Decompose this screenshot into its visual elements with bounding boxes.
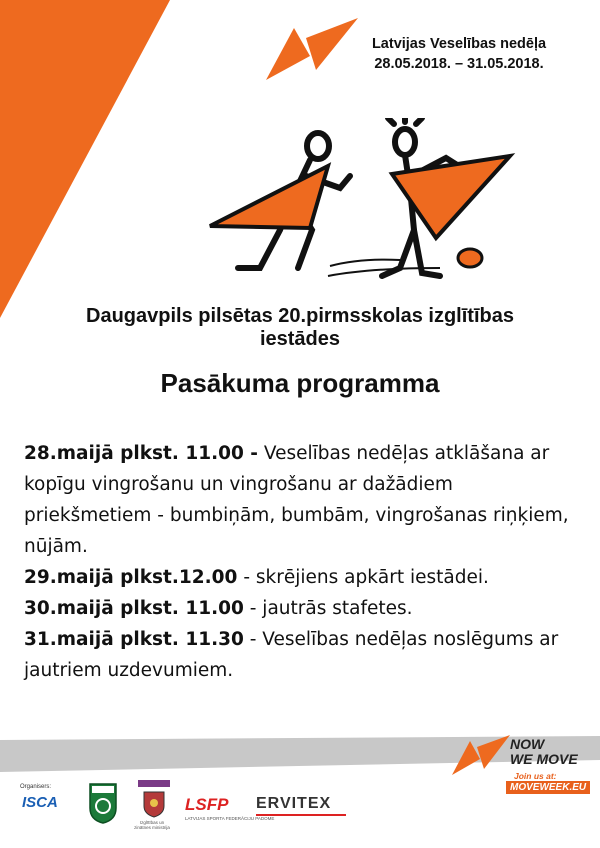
schedule-item bbox=[24, 593, 569, 624]
organisers-label: Organisers: bbox=[20, 784, 52, 790]
schedule-date: 31.maijā plkst. 11.30 bbox=[24, 629, 244, 650]
schedule-text: - jautrās stafetes. bbox=[243, 598, 413, 619]
organization-name bbox=[20, 305, 580, 351]
event-title bbox=[354, 34, 564, 74]
ervitex-underline-decoration bbox=[256, 814, 346, 816]
ministry-crest-logo-icon bbox=[136, 780, 172, 820]
schedule-list bbox=[24, 438, 569, 686]
schedule-text: - skrējiens apkārt iestādei. bbox=[237, 567, 489, 588]
lsfp-logo: LSFP bbox=[185, 795, 229, 814]
moveweek-logo-icon bbox=[266, 18, 358, 84]
schedule-item bbox=[24, 438, 569, 562]
sponsors-row bbox=[20, 780, 380, 830]
schedule-date: 30.maijā plkst. 11.00 bbox=[24, 598, 244, 619]
now-we-move-badge bbox=[452, 733, 587, 797]
schedule-item bbox=[24, 562, 569, 593]
schedule-text: - Veselības nedēļas noslēgums ar jautriem uzdevumiem. bbox=[24, 629, 559, 681]
campaign-website: MOVEWEEK.EU bbox=[506, 781, 590, 794]
schedule-date: 29.maijā plkst.12.00 bbox=[24, 567, 238, 588]
event-dates: 28.05.2018. – 31.05.2018. bbox=[374, 56, 544, 72]
lsfp-caption: LATVIJAS SPORTA FEDERĀCIJU PADOME bbox=[185, 816, 275, 821]
program-title: Pasākuma programma bbox=[160, 368, 440, 398]
campaign-slogan-line2: WE MOVE bbox=[510, 751, 578, 767]
schedule-text: Veselības nedēļas atklāšana ar kopīgu vingrošanu un vingrošanu ar dažādiem priekšmetiem - bumbiņām, bumbām, vingrošanas riņķiem, nūjām. bbox=[24, 443, 569, 557]
lsa-shield-logo-icon bbox=[88, 782, 118, 824]
ervitex-logo: ERVITEX bbox=[256, 795, 332, 812]
organization-line1: Daugavpils pilsētas 20.pirmsskolas izglītības bbox=[86, 305, 514, 327]
ministry-caption: Izglītības un zinātnes ministrija bbox=[134, 820, 170, 830]
event-title-line1: Latvijas Veselības nedēļa bbox=[371, 36, 547, 52]
campaign-slogan-line1: NOW bbox=[510, 736, 545, 752]
schedule-item bbox=[24, 624, 569, 686]
schedule-date: 28.maijā plkst. 11.00 - bbox=[24, 443, 258, 464]
isca-logo: ISCA bbox=[22, 794, 58, 811]
organization-line2: iestādes bbox=[259, 328, 341, 350]
campaign-join-label: Join us at: bbox=[514, 771, 557, 781]
campaign-slogan bbox=[510, 737, 578, 767]
moveweek-small-logo-icon bbox=[452, 735, 510, 777]
header bbox=[266, 18, 586, 88]
stick-figures-illustration bbox=[200, 118, 520, 288]
corner-stripe-decoration bbox=[0, 0, 180, 330]
